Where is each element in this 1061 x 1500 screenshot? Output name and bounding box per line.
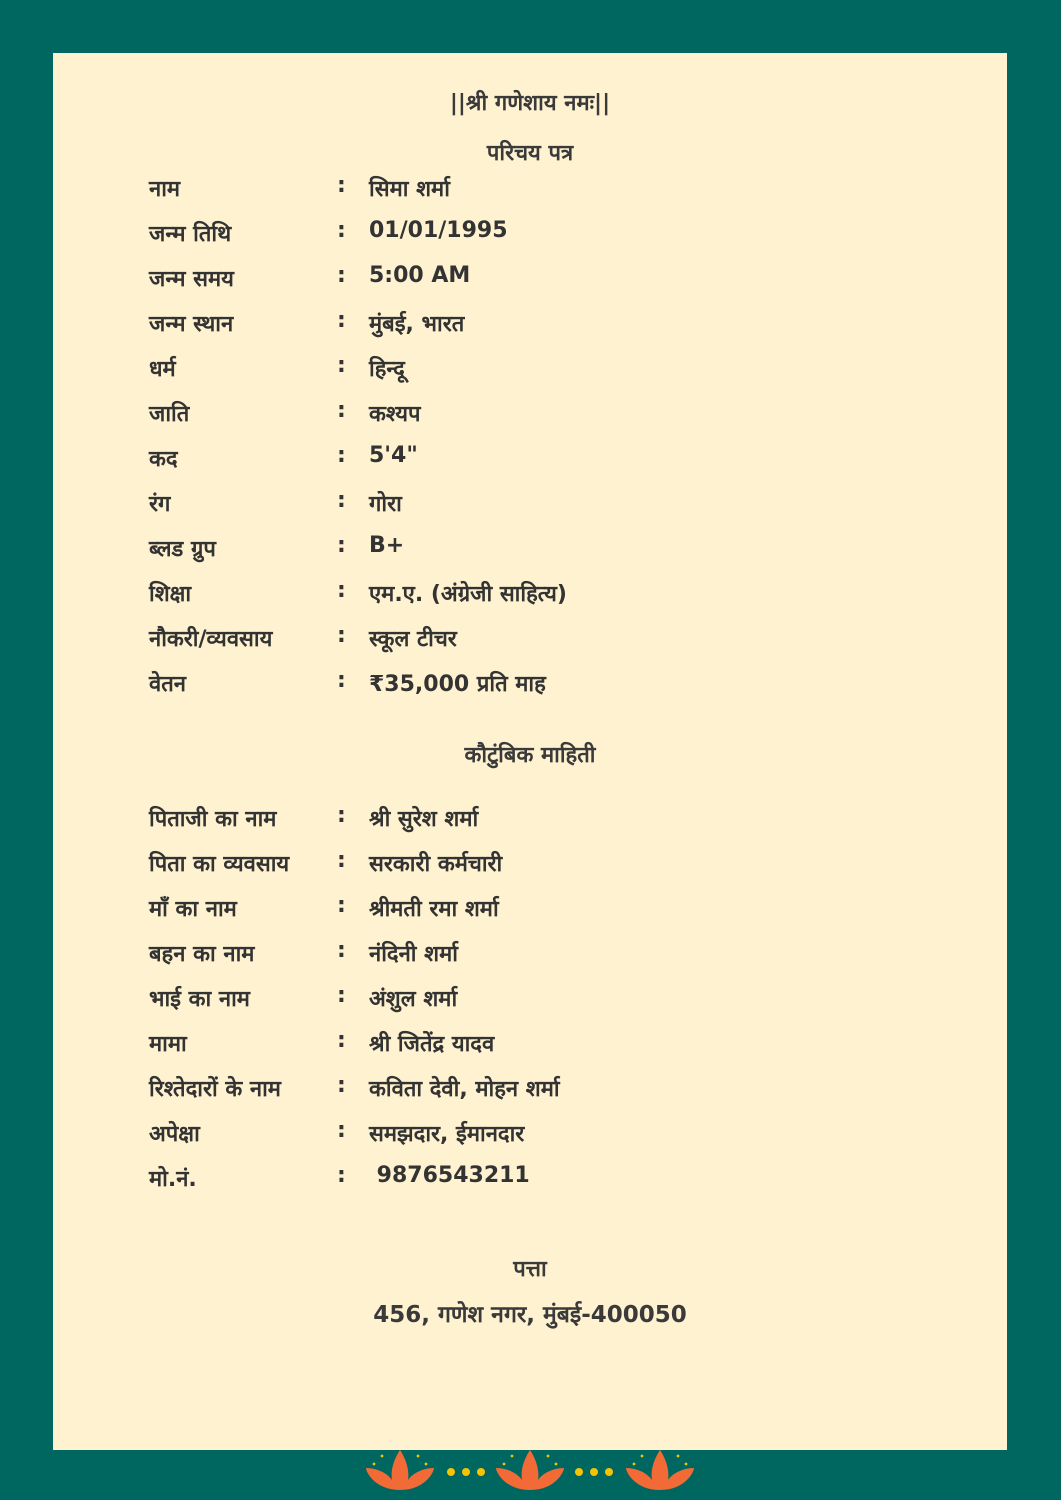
family-section-title: कौटुंबिक माहिती bbox=[464, 743, 596, 768]
detail-value: समझदार, ईमानदार bbox=[369, 1122, 525, 1147]
detail-colon: : bbox=[337, 1073, 346, 1098]
lotus-icon bbox=[496, 1450, 564, 1490]
dots-icon bbox=[575, 1468, 613, 1476]
detail-label: मामा bbox=[149, 1032, 187, 1057]
detail-colon: : bbox=[337, 308, 346, 333]
detail-colon: : bbox=[337, 398, 346, 423]
detail-label: माँ का नाम bbox=[149, 897, 237, 922]
detail-colon: : bbox=[337, 803, 346, 828]
detail-value: ₹35,000 प्रति माह bbox=[369, 672, 546, 697]
lotus-border-decoration bbox=[360, 1450, 700, 1500]
detail-value: गोरा bbox=[369, 492, 402, 517]
detail-colon: : bbox=[337, 353, 346, 378]
detail-colon: : bbox=[337, 983, 346, 1008]
detail-value: श्री जितेंद्र यादव bbox=[369, 1032, 495, 1057]
detail-label: जन्म समय bbox=[149, 267, 234, 292]
lotus-icon bbox=[626, 1450, 694, 1490]
detail-label: धर्म bbox=[149, 357, 176, 382]
biodata-page bbox=[53, 53, 1007, 1450]
detail-colon: : bbox=[337, 1118, 346, 1143]
detail-label: जन्म स्थान bbox=[149, 312, 234, 337]
detail-value: कश्यप bbox=[369, 402, 421, 427]
detail-label: वेतन bbox=[149, 672, 186, 697]
detail-colon: : bbox=[337, 578, 346, 603]
detail-value: हिन्दू bbox=[369, 357, 405, 382]
detail-colon: : bbox=[337, 668, 346, 693]
detail-colon: : bbox=[337, 218, 346, 243]
address-title: पत्ता bbox=[513, 1257, 547, 1282]
detail-value: मुंबई, भारत bbox=[369, 312, 465, 337]
detail-label: नाम bbox=[149, 177, 181, 202]
detail-value: 9876543211 bbox=[369, 1163, 530, 1188]
detail-colon: : bbox=[337, 488, 346, 513]
detail-colon: : bbox=[337, 173, 346, 198]
detail-value: श्रीमती रमा शर्मा bbox=[369, 897, 499, 922]
lotus-icon bbox=[366, 1450, 434, 1490]
detail-colon: : bbox=[337, 623, 346, 648]
detail-label: पिताजी का नाम bbox=[149, 807, 277, 832]
detail-label: शिक्षा bbox=[149, 582, 192, 607]
detail-label: रिश्तेदारों के नाम bbox=[149, 1077, 281, 1102]
address-value: 456, गणेश नगर, मुंबई-400050 bbox=[373, 1302, 687, 1328]
detail-label: नौकरी/व्यवसाय bbox=[149, 627, 273, 652]
detail-value: सिमा शर्मा bbox=[369, 177, 450, 202]
detail-label: जन्म तिथि bbox=[149, 222, 232, 247]
detail-value: 01/01/1995 bbox=[369, 218, 508, 243]
detail-value: नंदिनी शर्मा bbox=[369, 942, 458, 967]
detail-value: स्कूल टीचर bbox=[369, 627, 457, 652]
detail-colon: : bbox=[337, 1028, 346, 1053]
page-title: परिचय पत्र bbox=[486, 141, 574, 166]
detail-label: ब्लड ग्रुप bbox=[149, 537, 216, 562]
detail-label: अपेक्षा bbox=[149, 1122, 200, 1147]
detail-colon: : bbox=[337, 533, 346, 558]
detail-colon: : bbox=[337, 1163, 346, 1188]
detail-label: बहन का नाम bbox=[149, 942, 255, 967]
detail-value: 5'4" bbox=[369, 443, 418, 468]
detail-value: अंशुल शर्मा bbox=[369, 987, 458, 1012]
detail-label: पिता का व्यवसाय bbox=[149, 852, 290, 877]
detail-colon: : bbox=[337, 443, 346, 468]
detail-label: रंग bbox=[149, 492, 171, 517]
detail-label: मो.नं. bbox=[149, 1167, 197, 1192]
detail-colon: : bbox=[337, 263, 346, 288]
detail-label: कद bbox=[149, 447, 178, 472]
invocation-heading: ||श्री गणेशाय नमः|| bbox=[449, 91, 611, 116]
detail-value: एम.ए. (अंग्रेजी साहित्य) bbox=[369, 582, 567, 607]
detail-value: 5:00 AM bbox=[369, 263, 471, 288]
dots-icon bbox=[447, 1468, 485, 1476]
detail-value: B+ bbox=[369, 533, 405, 558]
detail-value: कविता देवी, मोहन शर्मा bbox=[369, 1077, 560, 1102]
detail-colon: : bbox=[337, 893, 346, 918]
detail-value: श्री सुरेश शर्मा bbox=[369, 807, 479, 832]
detail-colon: : bbox=[337, 848, 346, 873]
detail-value: सरकारी कर्मचारी bbox=[369, 852, 503, 877]
detail-label: जाति bbox=[149, 402, 190, 427]
detail-colon: : bbox=[337, 938, 346, 963]
detail-label: भाई का नाम bbox=[149, 987, 250, 1012]
